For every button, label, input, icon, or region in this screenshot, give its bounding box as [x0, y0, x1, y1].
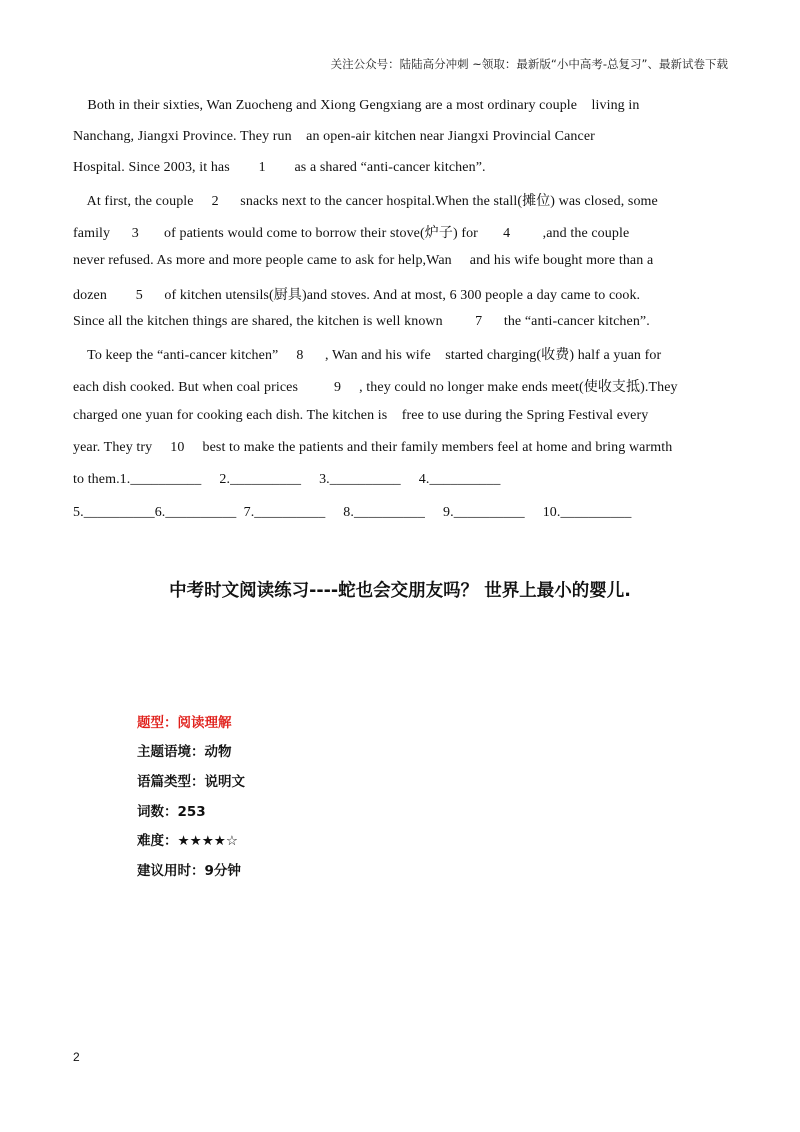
answer-blanks-row-2: 5.__________6.__________ 7.__________ 8.__________ 9.__________ 10.__________: [73, 505, 632, 520]
passage-line: To keep the “anti-cancer kitchen” 8 , Wan and his wife started charging(收费) half a yuan for: [73, 348, 662, 363]
passage-line: charged one yuan for cooking each dish. The kitchen is free to use during the Spring Festival every: [73, 408, 649, 423]
page-number: 2: [73, 1050, 80, 1064]
difficulty-rating: 难度：★★★★☆: [137, 833, 239, 849]
passage-line: dozen 5 of kitchen utensils(厨具)and stoves. And at most, 6 300 people a day came to cook.: [73, 288, 641, 303]
section-title: 中考时文阅读练习----蛇也会交朋友吗？ 世界上最小的婴儿.: [169, 581, 631, 601]
question-type: 题型：阅读理解: [137, 715, 232, 731]
passage-line: never refused. As more and more people came to ask for help,Wan and his wife bought more than a: [73, 253, 654, 268]
passage-line: Since all the kitchen things are shared, the kitchen is well known 7 the “anti-cancer kitchen”.: [73, 314, 650, 329]
passage-line: Hospital. Since 2003, it has 1 as a shared “anti-cancer kitchen”.: [73, 160, 486, 175]
word-count: 词数：253: [137, 804, 206, 820]
passage-line: each dish cooked. But when coal prices 9 , they could no longer make ends meet(使收支抵).They: [73, 380, 678, 395]
passage-line: At first, the couple 2 snacks next to the cancer hospital.When the stall(摊位) was closed, some: [73, 194, 658, 209]
passage-line: family 3 of patients would come to borrow their stove(炉子) for 4 ,and the couple: [73, 226, 630, 241]
passage-line: Both in their sixties, Wan Zuocheng and Xiong Gengxiang are a most ordinary couple living in: [73, 98, 640, 113]
text-genre: 语篇类型：说明文: [137, 774, 245, 790]
answer-blanks-row-1: to them.1.__________ 2.__________ 3.__________ 4.__________: [73, 472, 501, 487]
page-header: 关注公众号：陆陆高分冲刺 ~领取：最新版“小中高考-总复习”、最新试卷下载: [330, 57, 728, 71]
theme-context: 主题语境：动物: [137, 744, 232, 760]
passage-line: Nanchang, Jiangxi Province. They run an open-air kitchen near Jiangxi Provincial Cancer: [73, 129, 595, 144]
passage-line: year. They try 10 best to make the patients and their family members feel at home and bring warmth: [73, 440, 673, 455]
suggested-time: 建议用时：9分钟: [137, 863, 241, 879]
